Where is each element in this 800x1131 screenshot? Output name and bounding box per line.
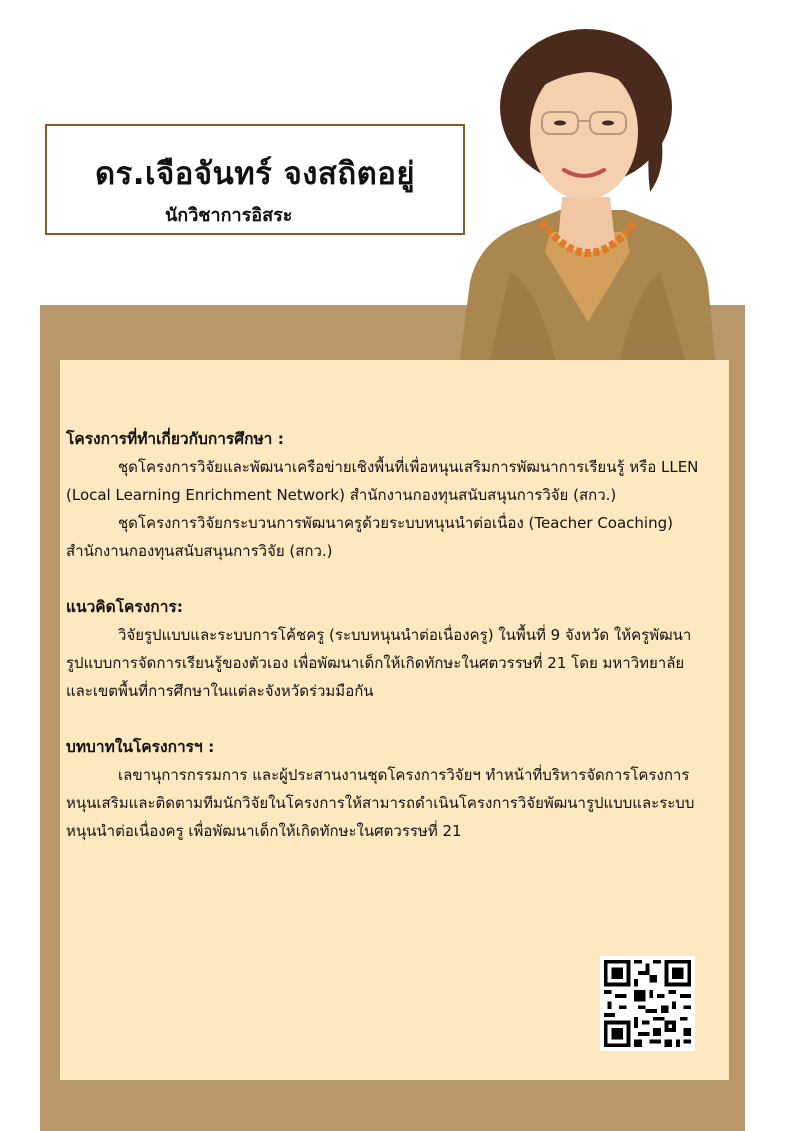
projects-item-1-line-2: (Local Learning Enrichment Network) สำนักงานกองทุนสนับสนุนการวิจัย (สกว.) xyxy=(66,486,617,504)
person-role: นักวิชาการอิสระ xyxy=(165,205,293,226)
role-line-2: หนุนเสริมและติดตามทีมนักวิจัยในโครงการให้สามารถดำเนินโครงการวิจัยพัฒนารูปแบบและระบบ xyxy=(66,794,695,812)
concept-heading: แนวคิดโครงการ: xyxy=(66,598,183,616)
content-body xyxy=(66,425,726,845)
projects-item-1-line-1: ชุดโครงการวิจัยและพัฒนาเครือข่ายเชิงพื้นที่เพื่อหนุนเสริมการพัฒนาการเรียนรู้ หรือ LLEN xyxy=(118,458,699,476)
role-line-1: เลขานุการกรรมการ และผู้ประสานงานชุดโครงการวิจัยฯ ทำหน้าที่บริหารจัดการโครงการ xyxy=(118,766,690,784)
role-line-3: หนุนนำต่อเนื่องครู เพื่อพัฒนาเด็กให้เกิดทักษะในศตวรรษที่ 21 xyxy=(66,822,462,840)
concept-line-1: วิจัยรูปแบบและระบบการโค้ชครู (ระบบหนุนนำต่อเนื่องครู) ในพื้นที่ 9 จังหวัด ให้ครูพัฒนา xyxy=(118,626,692,644)
person-name: ดร.เจือจันทร์ จงสถิตอยู่ xyxy=(94,156,416,192)
projects-item-2-line-1: ชุดโครงการวิจัยกระบวนการพัฒนาครูด้วยระบบหนุนนำต่อเนื่อง (Teacher Coaching) xyxy=(118,514,673,532)
role-heading: บทบาทในโครงการฯ : xyxy=(66,738,215,756)
portrait-photo xyxy=(450,22,720,360)
name-box xyxy=(45,124,465,235)
concept-line-3: และเขตพื้นที่การศึกษาในแต่ละจังหวัดร่วมมือกัน xyxy=(66,682,374,700)
concept-line-2: รูปแบบการจัดการเรียนรู้ของตัวเอง เพื่อพัฒนาเด็กให้เกิดทักษะในศตวรรษที่ 21 โดย มหาวิทยาลัย xyxy=(66,654,685,672)
qr-code[interactable] xyxy=(600,956,695,1051)
projects-heading: โครงการที่ทำเกี่ยวกับการศึกษา : xyxy=(66,430,284,448)
projects-item-2-line-2: สำนักงานกองทุนสนับสนุนการวิจัย (สกว.) xyxy=(66,542,333,560)
